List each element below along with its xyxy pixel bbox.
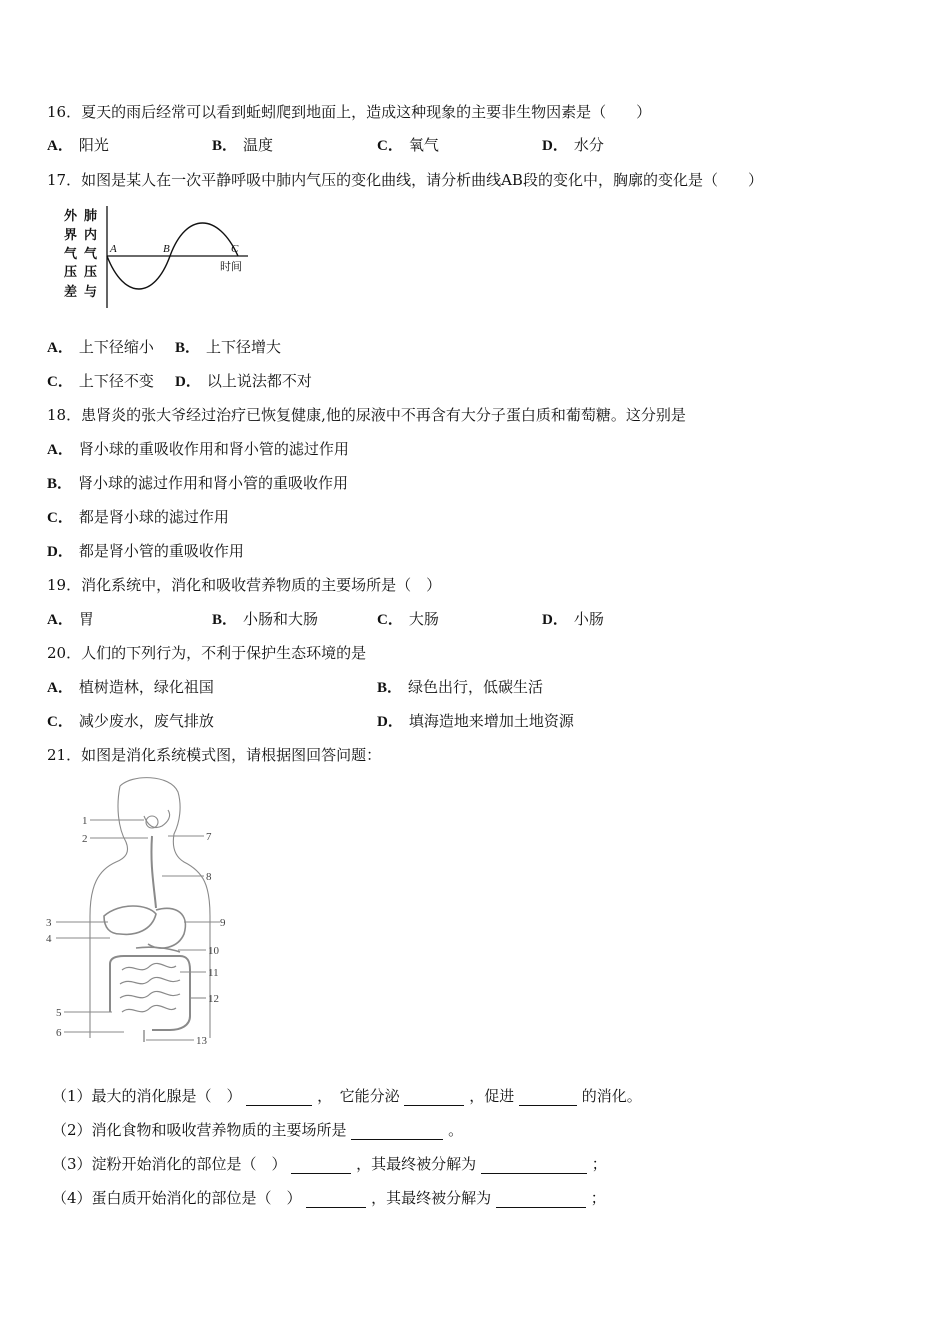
y-label-right-3: 气	[84, 247, 98, 262]
y-label-left-3: 气	[64, 247, 78, 262]
small-intestine	[120, 963, 180, 1012]
q17-option-b[interactable]: B． 上下径增大	[175, 338, 282, 356]
fig-label-8: 8	[206, 871, 212, 883]
q17-option-c[interactable]: C． 上下径不变	[47, 372, 154, 390]
q19-option-b[interactable]: B． 小肠和大肠	[212, 610, 319, 628]
digestive-system-figure	[44, 776, 240, 1048]
esophagus	[151, 836, 156, 908]
fig-label-1: 1	[82, 815, 88, 827]
q21-sub3: （3）淀粉开始消化的部位是（ ） ，其最终被分解为 ；	[52, 1155, 607, 1173]
fig-label-11: 11	[208, 967, 219, 979]
blank-1c[interactable]	[519, 1089, 577, 1106]
q21-stem: 21．如图是消化系统模式图，请根据图回答问题：	[47, 746, 382, 764]
fig-label-4: 4	[46, 933, 52, 945]
liver	[104, 906, 156, 934]
y-label-left-4: 压	[64, 265, 78, 280]
fig-label-6: 6	[56, 1027, 62, 1039]
point-a-label: A	[110, 243, 117, 255]
blank-4a[interactable]	[306, 1191, 366, 1208]
blank-1a[interactable]	[246, 1089, 312, 1106]
fig-label-7: 7	[206, 831, 212, 843]
y-label-left-2: 界	[64, 228, 78, 243]
fig-label-9: 9	[220, 917, 226, 929]
q16-option-a[interactable]: A． 阳光	[47, 136, 109, 154]
blank-1b[interactable]	[404, 1089, 464, 1106]
y-label-right-2: 内	[84, 228, 98, 243]
fig-label-13: 13	[196, 1035, 207, 1047]
q18-stem: 18．患肾炎的张大爷经过治疗已恢复健康,他的尿液中不再含有大分子蛋白质和葡萄糖。这分别是	[47, 406, 686, 424]
stomach	[148, 908, 185, 948]
fig-label-2: 2	[82, 833, 88, 845]
pressure-curve-figure	[62, 204, 257, 309]
blank-4b[interactable]	[496, 1191, 586, 1208]
q20-option-a[interactable]: A． 植树造林，绿化祖国	[47, 678, 214, 696]
q19-stem: 19．消化系统中，消化和吸收营养物质的主要场所是（ ）	[47, 576, 442, 594]
point-b-label: B	[163, 243, 170, 255]
blank-3a[interactable]	[291, 1157, 351, 1174]
q16-stem: 16．夏天的雨后经常可以看到蚯蚓爬到地面上，造成这种现象的主要非生物因素是（ ）	[47, 103, 652, 121]
q20-stem: 20．人们的下列行为，不利于保护生态环境的是	[47, 644, 367, 662]
q19-option-d[interactable]: D． 小肠	[542, 610, 604, 628]
q17-option-a[interactable]: A． 上下径缩小	[47, 338, 154, 356]
q20-option-b[interactable]: B． 绿色出行，低碳生活	[377, 678, 544, 696]
blank-2a[interactable]	[351, 1123, 443, 1140]
y-label-left-5: 差	[64, 285, 78, 300]
q18-option-a[interactable]: A． 肾小球的重吸收作用和肾小管的滤过作用	[47, 440, 349, 458]
q20-option-d[interactable]: D． 填海造地来增加土地资源	[377, 712, 574, 730]
fig-label-3: 3	[46, 917, 52, 929]
q18-option-d[interactable]: D． 都是肾小管的重吸收作用	[47, 542, 244, 560]
q21-sub2: （2）消化食物和吸收营养物质的主要场所是 。	[52, 1121, 464, 1139]
y-label-right-5: 与	[84, 285, 98, 300]
q16-option-d[interactable]: D． 水分	[542, 136, 604, 154]
blank-3b[interactable]	[481, 1157, 587, 1174]
fig-label-12: 12	[208, 993, 219, 1005]
q20-option-c[interactable]: C． 减少废水，废气排放	[47, 712, 214, 730]
point-c-label: C	[231, 243, 239, 255]
q21-sub1: （1）最大的消化腺是（ ） ， 它能分泌 ，促进 的消化。	[52, 1087, 642, 1105]
q17-stem: 17．如图是某人在一次平静呼吸中肺内气压的变化曲线，请分析曲线AB段的变化中，胸廓的变化是（ ）	[47, 171, 763, 189]
fig-label-10: 10	[208, 945, 219, 957]
q21-sub4: （4）蛋白质开始消化的部位是（ ） ，其最终被分解为 ；	[52, 1189, 606, 1207]
q18-option-c[interactable]: C． 都是肾小球的滤过作用	[47, 508, 229, 526]
pancreas	[136, 947, 180, 952]
q16-option-b[interactable]: B． 温度	[212, 136, 274, 154]
fig-label-5: 5	[56, 1007, 62, 1019]
q19-option-a[interactable]: A． 胃	[47, 610, 94, 628]
q19-option-c[interactable]: C． 大肠	[377, 610, 439, 628]
y-label-left-1: 外	[64, 209, 78, 224]
q18-option-b[interactable]: B． 肾小球的滤过作用和肾小管的重吸收作用	[47, 474, 349, 492]
x-axis-label: 时间	[220, 260, 242, 273]
large-intestine	[110, 956, 190, 1030]
q17-option-d[interactable]: D． 以上说法都不对	[175, 372, 312, 390]
y-label-right-4: 压	[84, 265, 98, 280]
y-label-right-1: 肺	[84, 209, 98, 224]
q16-option-c[interactable]: C． 氧气	[377, 136, 439, 154]
